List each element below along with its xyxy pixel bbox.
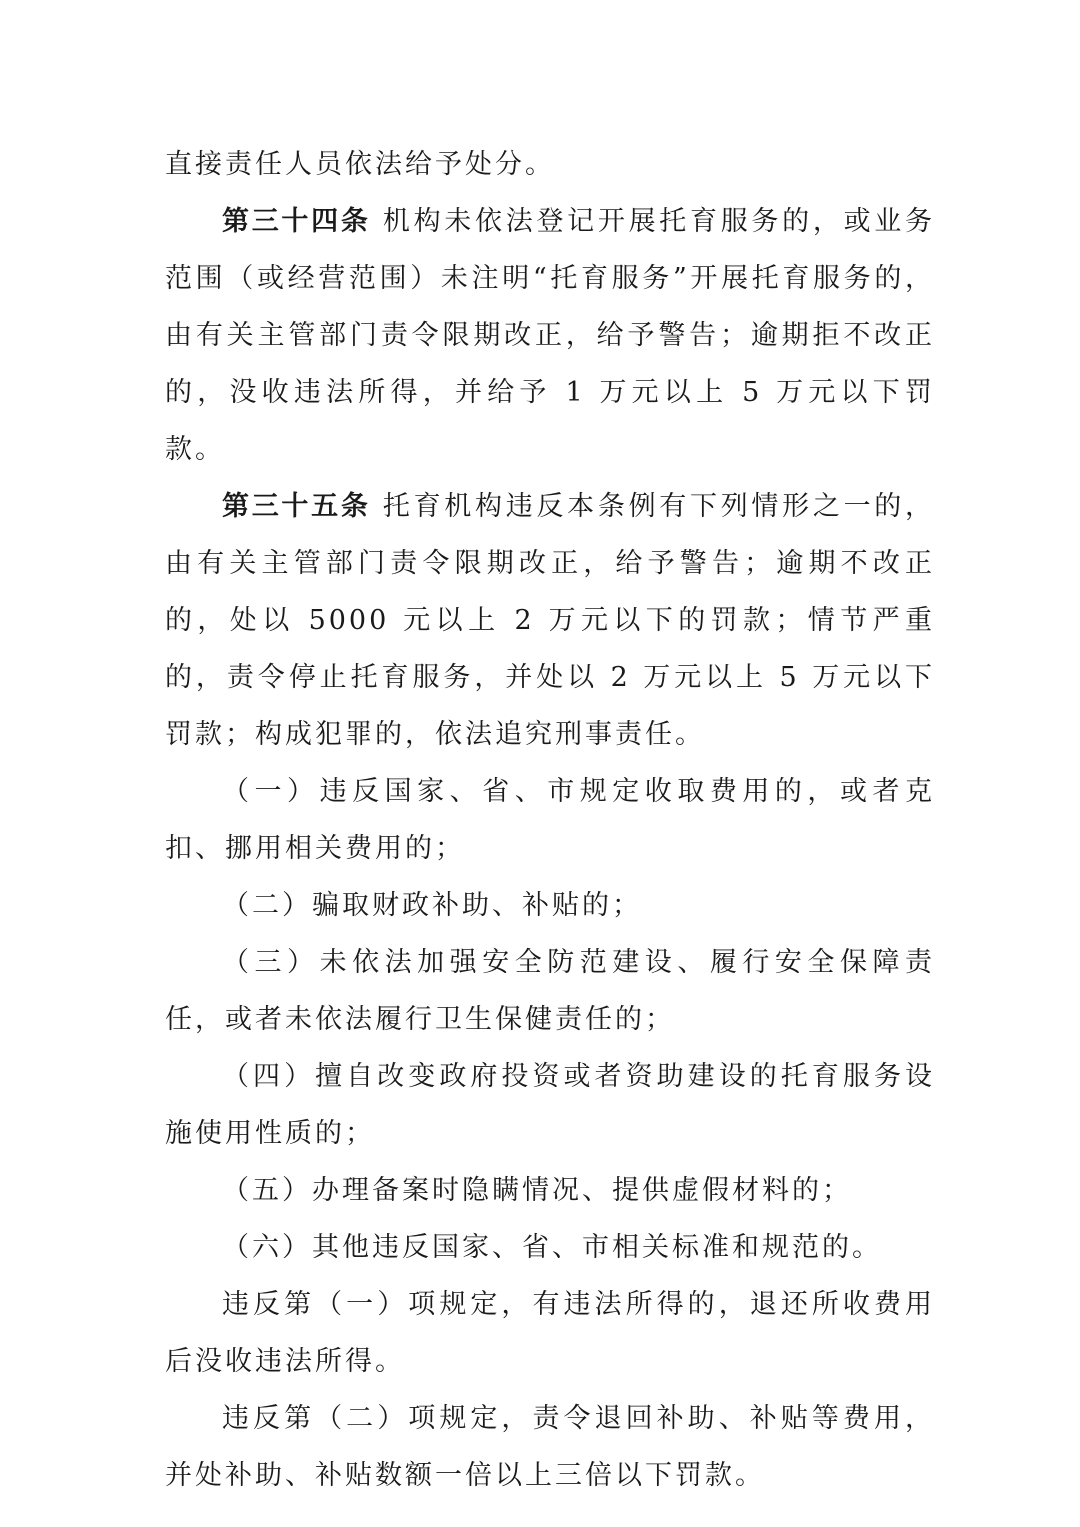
article-35-item-4: （四）擅自改变政府投资或者资助建设的托育服务设施使用性质的；	[165, 1061, 935, 1149]
article-35-item-2: （二）骗取财政补助、补贴的；	[222, 890, 642, 921]
article-35-provision-2: 违反第（二）项规定，责令退回补助、补贴等费用，并处补助、补贴数额一倍以上三倍以下罚款。	[165, 1403, 935, 1491]
article-35-item-6: （六）其他违反国家、省、市相关标准和规范的。	[222, 1232, 882, 1263]
document-body	[165, 136, 935, 1504]
article-35-item-5: （五）办理备案时隐瞒情况、提供虚假材料的；	[222, 1175, 852, 1206]
article-34-heading: 第三十四条	[222, 206, 371, 237]
article-35-provision-1: 违反第（一）项规定，有违法所得的，退还所收费用后没收违法所得。	[165, 1289, 935, 1377]
article-35-item-1: （一）违反国家、省、市规定收取费用的，或者克扣、挪用相关费用的；	[165, 776, 935, 864]
continuation-paragraph: 直接责任人员依法给予处分。	[165, 149, 555, 180]
article-35-body: 托育机构违反本条例有下列情形之一的，由有关主管部门责令限期改正，给予警告；逾期不改正的，处以 5000 元以上 2 万元以下的罚款；情节严重的，责令停止托育服务，并处以 2 万元以上 5 万元以下罚款；构成犯罪的，依法追究刑事责任。	[165, 491, 936, 750]
article-34-body: 机构未依法登记开展托育服务的，或业务范围（或经营范围）未注明“托育服务”开展托育服务的，由有关主管部门责令限期改正，给予警告；逾期拒不改正的，没收违法所得，并给予 1 万元以上 5 万元以下罚款。	[165, 206, 936, 465]
article-35-paragraph	[165, 478, 935, 763]
article-35-heading: 第三十五条	[222, 491, 371, 522]
article-35-item-3: （三）未依法加强安全防范建设、履行安全保障责任，或者未依法履行卫生保健责任的；	[165, 947, 935, 1035]
article-34-paragraph	[165, 193, 935, 478]
